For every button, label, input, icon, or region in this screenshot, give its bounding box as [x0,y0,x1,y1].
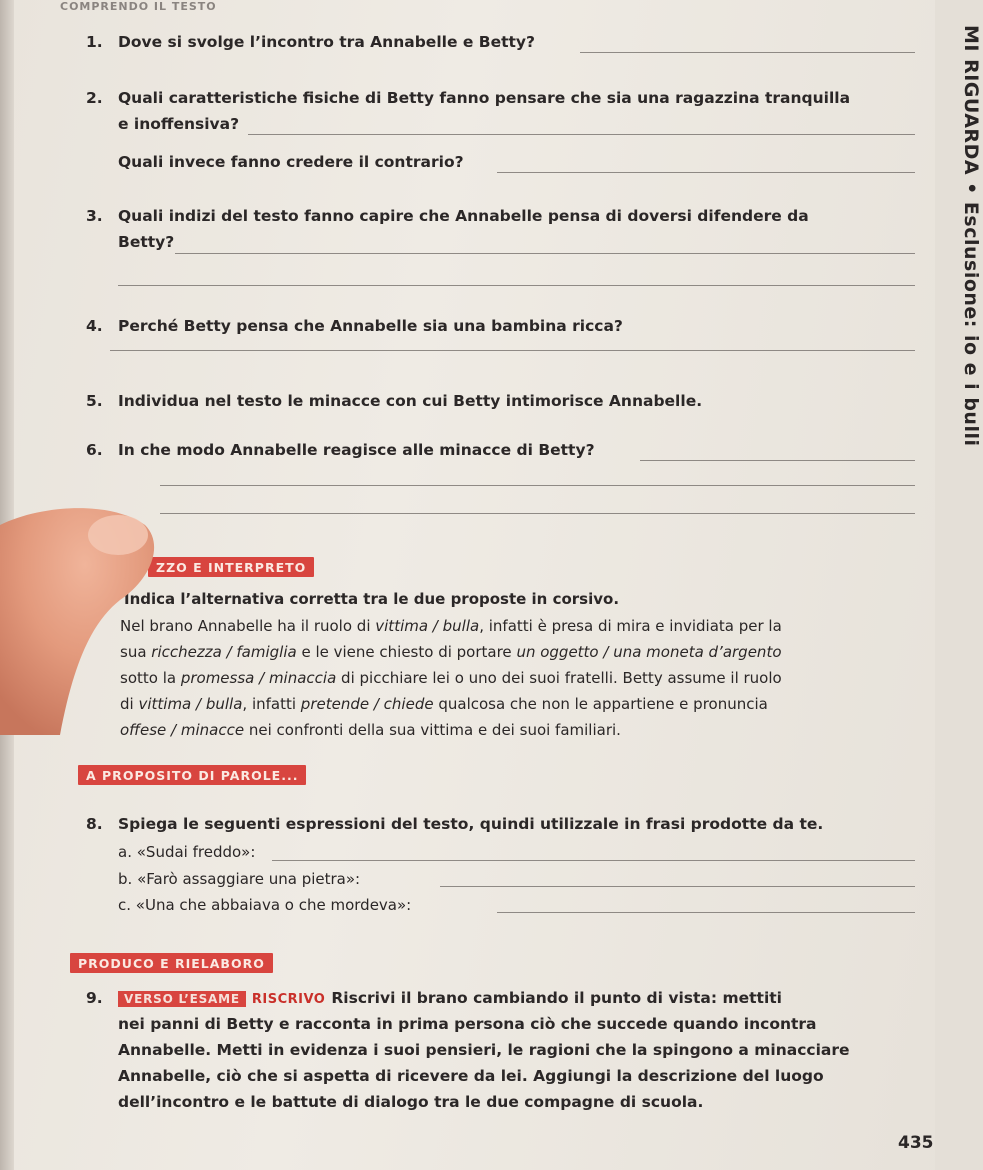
question-3 [86,207,809,225]
question-8 [86,815,823,833]
question-text: In che modo Annabelle reagisce alle minacce di Betty? [118,441,595,459]
rewrite-tag: RISCRIVO [251,992,326,1007]
question-number: 4. [86,317,103,335]
question-number: 3. [86,207,103,225]
section-banner-analizzo: ZZO E INTERPRETO [148,557,314,577]
question-7: Indica l’alternativa corretta tra le due proposte in corsivo. [124,590,620,608]
choice-paragraph [120,613,925,743]
answer-line[interactable] [160,513,915,514]
question-2b: Quali invece fanno credere il contrario? [118,153,464,171]
item-label: c. [118,896,132,914]
question-9-line: Annabelle, ciò che si aspetta di ricevere da lei. Aggiungi la descrizione del luogo [118,1067,824,1085]
question-2 [86,89,850,107]
question-number: 5. [86,392,103,410]
answer-line[interactable] [175,253,915,254]
item-text: «Una che abbaiava o che mordeva»: [135,896,412,914]
question-number: 9. [86,989,103,1007]
expression-item-a [118,843,255,861]
item-text: «Farò assaggiare una pietra»: [137,870,361,888]
question-text: Individua nel testo le minacce con cui Betty intimorisce Annabelle. [118,392,703,410]
question-5 [86,392,702,410]
question-text: Quali caratteristiche fisiche di Betty fanno pensare che sia una ragazzina tranquilla [118,89,851,107]
paragraph-line: sotto la promessa / minaccia di picchiare lei o uno dei suoi fratelli. Betty assume il ruolo [120,669,782,687]
answer-line[interactable] [640,460,915,461]
question-text: Dove si svolge l’incontro tra Annabelle e Betty? [118,33,536,51]
question-text: Perché Betty pensa che Annabelle sia una bambina ricca? [118,317,623,335]
page-number: 435 [898,1133,934,1153]
thumb-image [0,505,160,735]
section-banner-parole: A PROPOSITO DI PAROLE... [78,765,306,785]
answer-line[interactable] [440,886,915,887]
paragraph-line: di vittima / bulla, infatti pretende / chiede qualcosa che non le appartiene e pronuncia [120,695,768,713]
question-9-line: Annabelle. Metti in evidenza i suoi pensieri, le ragioni che la spingono a minacciare [118,1041,850,1059]
question-3-cont: Betty? [118,233,175,251]
answer-line[interactable] [118,285,915,286]
question-2-cont: e inoffensiva? [118,115,240,133]
expression-item-c [118,896,411,914]
side-chapter-label: MI RIGUARDA • Esclusione: io e i bulli [960,25,982,447]
question-number: 6. [86,441,103,459]
item-label: b. [118,870,133,888]
answer-line[interactable] [160,485,915,486]
question-number: 2. [86,89,103,107]
paragraph-line: Nel brano Annabelle ha il ruolo di vittima / bulla, infatti è presa di mira e invidiata per la [120,617,782,635]
question-text: Quali indizi del testo fanno capire che Annabelle pensa di doversi difendere da [118,207,809,225]
question-9-line: nei panni di Betty e racconta in prima persona ciò che succede quando incontra [118,1015,817,1033]
paragraph-line: sua ricchezza / famiglia e le viene chiesto di portare un oggetto / una moneta d’argento [120,643,782,661]
answer-line[interactable] [272,860,915,861]
question-9-line: dell’incontro e le battute di dialogo tra le due compagne di scuola. [118,1093,704,1111]
section-banner-produco: PRODUCO E RIELABORO [70,953,273,973]
question-text: Spiega le seguenti espressioni del testo, quindi utilizzale in frasi prodotte da te. [118,815,824,833]
question-6 [86,441,595,459]
question-number: 8. [86,815,103,833]
answer-line[interactable] [497,912,915,913]
question-1 [86,33,535,51]
answer-line[interactable] [497,172,915,173]
question-9 [86,989,782,1007]
exam-tag: VERSO L’ESAME [118,991,246,1007]
answer-line[interactable] [110,350,915,351]
section-header-cut: COMPRENDO IL TESTO [60,0,217,13]
answer-line[interactable] [580,52,915,53]
question-text: Riscrivi il brano cambiando il punto di vista: mettiti [331,989,782,1007]
question-4 [86,317,623,335]
item-text: «Sudai freddo»: [136,843,256,861]
answer-line[interactable] [248,134,915,135]
item-label: a. [118,843,132,861]
expression-item-b [118,870,360,888]
paragraph-line: offese / minacce nei confronti della sua vittima e dei suoi familiari. [120,721,621,739]
question-number: 1. [86,33,103,51]
